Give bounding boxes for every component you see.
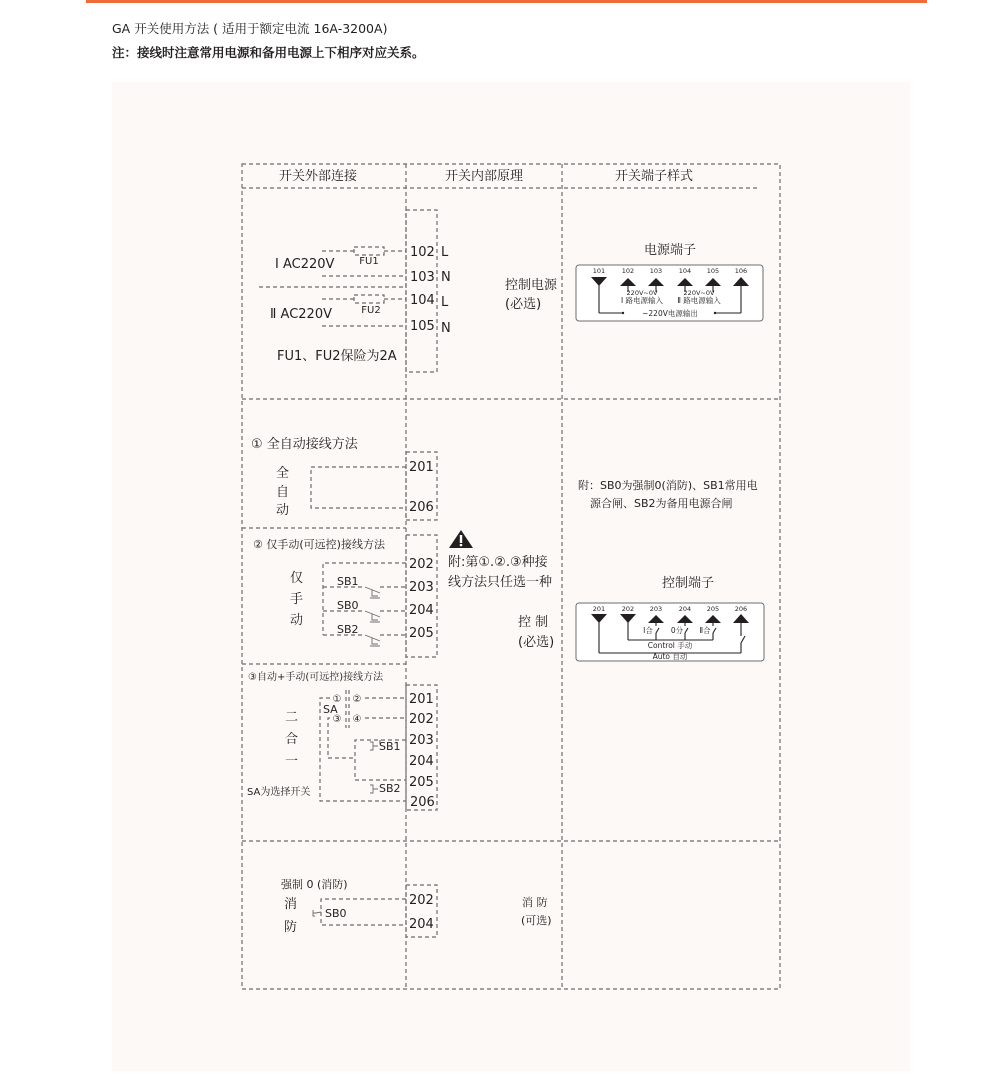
control-terminal-title: 控制端子 — [661, 576, 715, 591]
fuse2-symbol — [354, 295, 384, 303]
terminal-105: 105 — [410, 319, 435, 334]
control-principle-line1: 控 制 — [518, 615, 549, 630]
m2-common-wire — [323, 563, 406, 635]
fire-principle-line1: 消 防 — [522, 896, 548, 909]
m3-terminal-202: 202 — [409, 712, 434, 727]
ptb-num-104: 104 — [678, 267, 692, 275]
terminal-104: 104 — [410, 293, 435, 308]
fuse1-symbol — [354, 247, 384, 255]
m3-terminal-204: 204 — [409, 754, 434, 769]
fire-vlabel-2: 防 — [284, 920, 298, 935]
fire-terminal-204: 204 — [409, 917, 434, 932]
ctb-num-203: 203 — [649, 605, 663, 613]
ctb-auto-label: Auto 自动 — [652, 652, 688, 661]
pushbutton-icon — [365, 587, 380, 646]
m2-button-sb0: SB0 — [337, 599, 359, 612]
page-title: GA 开关使用方法 ( 适用于额定电流 16A-3200A) — [112, 21, 388, 36]
m1-terminal-201: 201 — [409, 460, 434, 475]
m2-terminal-203: 203 — [409, 580, 434, 595]
m3-button-sb2: SB2 — [379, 782, 401, 795]
sa-pos-2: ② — [352, 694, 362, 705]
fuse2-label: FU2 — [361, 305, 381, 316]
ctb-switch-i-close: Ⅰ合 — [643, 626, 653, 635]
method3-title: ③自动+手动(可远控)接线方法 — [248, 672, 384, 683]
ptb-num-102: 102 — [621, 267, 635, 275]
sa-label: SA — [323, 703, 338, 716]
ctb-num-206: 206 — [734, 605, 748, 613]
side-note-line2: 源合闸、SB2为备用电源合闸 — [590, 497, 733, 510]
control-principle-line2: (必选) — [518, 635, 555, 650]
terminal-102: 102 — [410, 245, 435, 260]
method1-vlabel-3: 动 — [276, 503, 290, 518]
source2-label: Ⅱ AC220V — [270, 307, 332, 322]
m3-terminal-203: 203 — [409, 733, 434, 748]
sa-pos-1: ① — [332, 694, 342, 705]
junction-dot — [622, 312, 624, 314]
side-note-line1: 附：SB0为强制0(消防)、SB1常用电 — [578, 479, 758, 492]
method2-title: ② 仅手动(可远控)接线方法 — [253, 538, 385, 551]
column-header-internal: 开关内部原理 — [444, 169, 524, 184]
method3-vlabel-2: 合 — [285, 732, 299, 747]
sa-pos-3: ③ — [332, 714, 342, 725]
pushbutton-icon — [370, 742, 378, 793]
source1-label: Ⅰ AC220V — [275, 257, 335, 272]
method1-jumper — [311, 467, 406, 508]
m1-terminal-206: 206 — [409, 500, 434, 515]
method1-title: ① 全自动接线方法 — [251, 437, 358, 452]
ctb-control-label: Control 手动 — [647, 641, 693, 650]
power-principle-line2: (必选) — [505, 297, 542, 312]
sa-pos-4: ④ — [352, 714, 362, 725]
method1-vlabel-2: 自 — [276, 485, 290, 500]
ctb-num-205: 205 — [706, 605, 720, 613]
method3-vlabel-3: 一 — [285, 754, 299, 769]
ptb-num-106: 106 — [734, 267, 748, 275]
method2-vlabel-3: 动 — [290, 613, 304, 628]
ctb-switch-ii-close: Ⅱ合 — [699, 626, 711, 635]
method1-vlabel-1: 全 — [276, 466, 290, 481]
ctb-num-201: 201 — [592, 605, 606, 613]
m2-terminal-202: 202 — [409, 557, 434, 572]
fire-button-sb0: SB0 — [325, 907, 347, 920]
m2-terminal-204: 204 — [409, 603, 434, 618]
ptb-input-1: Ⅰ 路电源输入 — [620, 296, 664, 305]
fire-principle-line2: (可选) — [521, 914, 552, 927]
ptb-num-101: 101 — [592, 267, 606, 275]
warning-note-line1: 附:第①.②.③种接 — [448, 555, 548, 570]
m3-terminal-201: 201 — [409, 692, 434, 707]
method3-vlabel-1: 二 — [285, 710, 299, 725]
power-section — [270, 210, 763, 372]
ptb-voltage-1: 220V~0V — [626, 289, 658, 297]
power-terminal-title: 电源端子 — [643, 243, 697, 258]
ptb-output: ~220V电源输出 — [642, 309, 698, 318]
fire-vlabel-1: 消 — [284, 897, 298, 912]
warning-note-line2: 线方法只任选一种 — [448, 575, 553, 590]
ptb-num-103: 103 — [649, 267, 663, 275]
ctb-switch-open: 0分 — [670, 626, 684, 635]
m2-button-sb2: SB2 — [337, 623, 359, 636]
ctb-num-204: 204 — [678, 605, 692, 613]
terminal-103: 103 — [410, 270, 435, 285]
m2-terminal-205: 205 — [409, 626, 434, 641]
m2-button-sb1: SB1 — [337, 575, 359, 588]
method2-vlabel-2: 手 — [290, 592, 304, 607]
warning-icon — [449, 530, 473, 548]
power-principle-line1: 控制电源 — [505, 278, 558, 293]
wiring-note: 注：接线时注意常用电源和备用电源上下相序对应关系。 — [112, 45, 425, 60]
pole-104: L — [441, 295, 449, 310]
power-terminal-box — [406, 210, 437, 372]
pole-105: N — [441, 321, 451, 336]
junction-dot — [714, 312, 716, 314]
fire-title: 强制 0 (消防) — [281, 878, 348, 891]
control-section — [247, 436, 764, 810]
ptb-num-105: 105 — [706, 267, 720, 275]
fuse-note: FU1、FU2保险为2A — [277, 349, 397, 364]
ptb-voltage-2: 220V~0V — [683, 289, 715, 297]
fire-terminal-202: 202 — [409, 893, 434, 908]
method2-vlabel-1: 仅 — [290, 571, 304, 586]
column-header-terminal: 开关端子样式 — [614, 169, 694, 184]
column-header-external: 开关外部连接 — [278, 169, 358, 184]
m3-terminal-206: 206 — [410, 795, 435, 810]
pushbutton-icon — [313, 910, 321, 916]
ptb-input-2: Ⅱ 路电源输入 — [677, 296, 721, 305]
fire-section — [281, 877, 552, 937]
pole-102: L — [441, 245, 449, 260]
fuse1-label: FU1 — [359, 256, 379, 267]
sa-note: SA为选择开关 — [247, 787, 311, 798]
m3-button-sb1: SB1 — [379, 740, 401, 753]
pole-103: N — [441, 270, 451, 285]
ctb-num-202: 202 — [621, 605, 635, 613]
m3-terminal-205: 205 — [409, 775, 434, 790]
